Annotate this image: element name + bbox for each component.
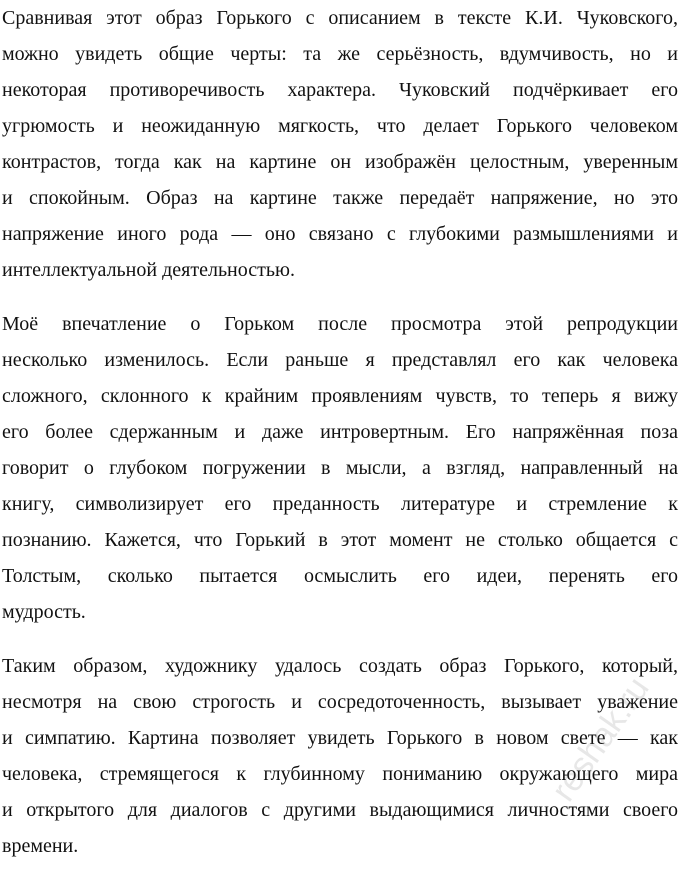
- text-line: интеллектуальной деятельностью.: [2, 259, 295, 281]
- text-line: угрюмость и неожиданную мягкость, что делает Горького человеком: [2, 115, 678, 137]
- document-body: [2, 0, 678, 882]
- text-line: книгу, символизирует его преданность литературе и стремление к: [2, 493, 678, 515]
- text-line: напряжение иного рода — оно связано с глубокими размышлениями и: [2, 223, 678, 245]
- text-line: человека, стремящегося к глубинному пониманию окружающего мира: [2, 763, 678, 785]
- paragraph: [2, 648, 678, 864]
- text-line: и открытого для диалогов с другими выдающимися личностями своего: [2, 799, 678, 821]
- text-line: и симпатию. Картина позволяет увидеть Горького в новом свете — как: [2, 727, 678, 749]
- text-line: сложного, склонного к крайним проявлениям чувств, то теперь я вижу: [2, 385, 678, 407]
- text-line: мудрость.: [2, 601, 86, 623]
- paragraph: [2, 306, 678, 630]
- text-line: познанию. Кажется, что Горький в этот момент не столько общается с: [2, 529, 678, 551]
- text-line: Таким образом, художнику удалось создать образ Горького, который,: [2, 655, 678, 677]
- text-line: можно увидеть общие черты: та же серьёзность, вдумчивость, но и: [2, 43, 678, 65]
- text-line: говорит о глубоком погружении в мысли, а взгляд, направленный на: [2, 457, 678, 479]
- text-line: времени.: [2, 835, 79, 857]
- text-line: Толстым, сколько пытается осмыслить его идеи, перенять его: [2, 565, 678, 587]
- text-line: несмотря на свою строгость и сосредоточенность, вызывает уважение: [2, 691, 678, 713]
- text-line: некоторая противоречивость характера. Чуковский подчёркивает его: [2, 79, 678, 101]
- text-line: несколько изменилось. Если раньше я представлял его как человека: [2, 349, 678, 371]
- text-line: и спокойным. Образ на картине также передаёт напряжение, но это: [2, 187, 678, 209]
- text-line: его более сдержанным и даже интровертным. Его напряжённая поза: [2, 421, 678, 443]
- text-line: контрастов, тогда как на картине он изображён целостным, уверенным: [2, 151, 678, 173]
- paragraph: [2, 0, 678, 288]
- watermark: reshak.ru: [544, 670, 657, 809]
- text-line: Моё впечатление о Горьком после просмотра этой репродукции: [2, 313, 678, 335]
- text-line: Сравнивая этот образ Горького с описанием в тексте К.И. Чуковского,: [2, 7, 678, 29]
